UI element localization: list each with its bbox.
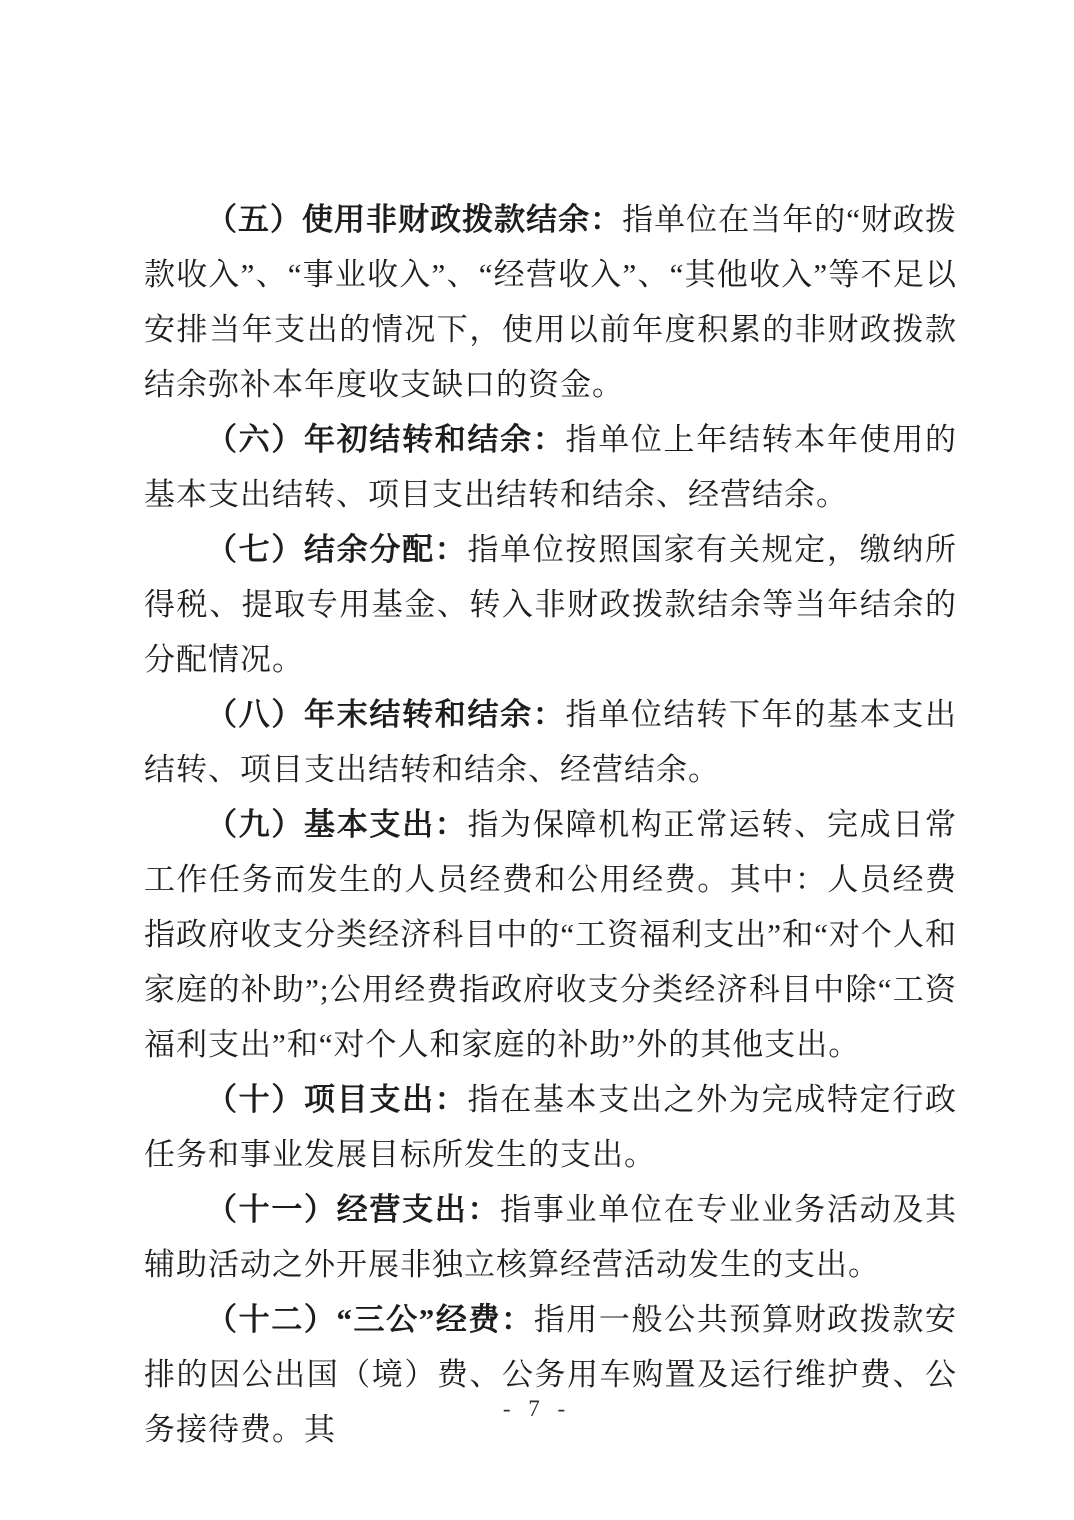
item-number: （九） xyxy=(206,807,305,842)
page-footer xyxy=(0,1396,1074,1422)
definition-text: 指单位在当年的“财政拨款收入”、“事业收入”、“经营收入”、“其他收入”等不足以安排当年支出的情况下，使用以前年度积累的非财政拨款结余弥补本年度收支缺口的资金。 xyxy=(144,202,958,402)
term-lead xyxy=(206,202,622,237)
term-label: 年初结转和结余： xyxy=(304,422,566,457)
definition-paragraph-11 xyxy=(144,1182,957,1292)
definition-text: 指单位结转下年的基本支出结转、项目支出结转和结余、经营结余。 xyxy=(144,697,958,787)
definition-paragraph-5 xyxy=(144,192,957,412)
definition-paragraph-12 xyxy=(144,1292,957,1457)
term-label: “三公”经费： xyxy=(336,1302,534,1337)
term-label: 经营支出： xyxy=(336,1192,501,1227)
term-label: 项目支出： xyxy=(304,1082,468,1117)
definition-paragraph-6 xyxy=(144,412,957,522)
definition-paragraph-7 xyxy=(144,522,957,687)
document-body xyxy=(144,192,957,1457)
term-lead xyxy=(206,532,467,567)
definition-text: 指单位上年结转本年使用的基本支出结转、项目支出结转和结余、经营结余。 xyxy=(144,422,958,512)
definition-paragraph-10 xyxy=(144,1072,957,1182)
item-number: （八） xyxy=(206,697,305,732)
item-number: （七） xyxy=(206,532,305,567)
item-number: （六） xyxy=(206,422,305,457)
item-number: （十二） xyxy=(206,1302,337,1337)
definition-text: 指在基本支出之外为完成特定行政任务和事业发展目标所发生的支出。 xyxy=(144,1082,958,1172)
definition-text: 指单位按照国家有关规定，缴纳所得税、提取专用基金、转入非财政拨款结余等当年结余的分配情况。 xyxy=(144,532,958,677)
term-label: 使用非财政拨款结余： xyxy=(302,202,623,237)
term-lead xyxy=(206,1192,500,1227)
term-lead xyxy=(206,422,566,457)
term-label: 年末结转和结余： xyxy=(304,697,566,732)
item-number: （五） xyxy=(206,202,303,237)
term-lead xyxy=(206,697,566,732)
item-number: （十一） xyxy=(206,1192,337,1227)
item-number: （十） xyxy=(206,1082,305,1117)
definition-text: 指用一般公共预算财政拨款安排的因公出国（境）费、公务用车购置及运行维护费、公务接待费。其 xyxy=(144,1302,958,1447)
definition-paragraph-8 xyxy=(144,687,957,797)
term-lead xyxy=(206,807,467,842)
page-number: - 7 - xyxy=(502,1396,572,1421)
term-lead xyxy=(206,1302,534,1337)
definition-text: 指事业单位在专业业务活动及其辅助活动之外开展非独立核算经营活动发生的支出。 xyxy=(144,1192,958,1282)
term-label: 基本支出： xyxy=(304,807,468,842)
definition-text: 指为保障机构正常运转、完成日常工作任务而发生的人员经费和公用经费。其中：人员经费指政府收支分类经济科目中的“工资福利支出”和“对个人和家庭的补助”;公用经费指政府收支分类经济科目中除“工资福利支出”和“对个人和家庭的补助”外的其他支出。 xyxy=(144,807,958,1062)
definition-paragraph-9 xyxy=(144,797,957,1072)
term-label: 结余分配： xyxy=(304,532,468,567)
term-lead xyxy=(206,1082,467,1117)
